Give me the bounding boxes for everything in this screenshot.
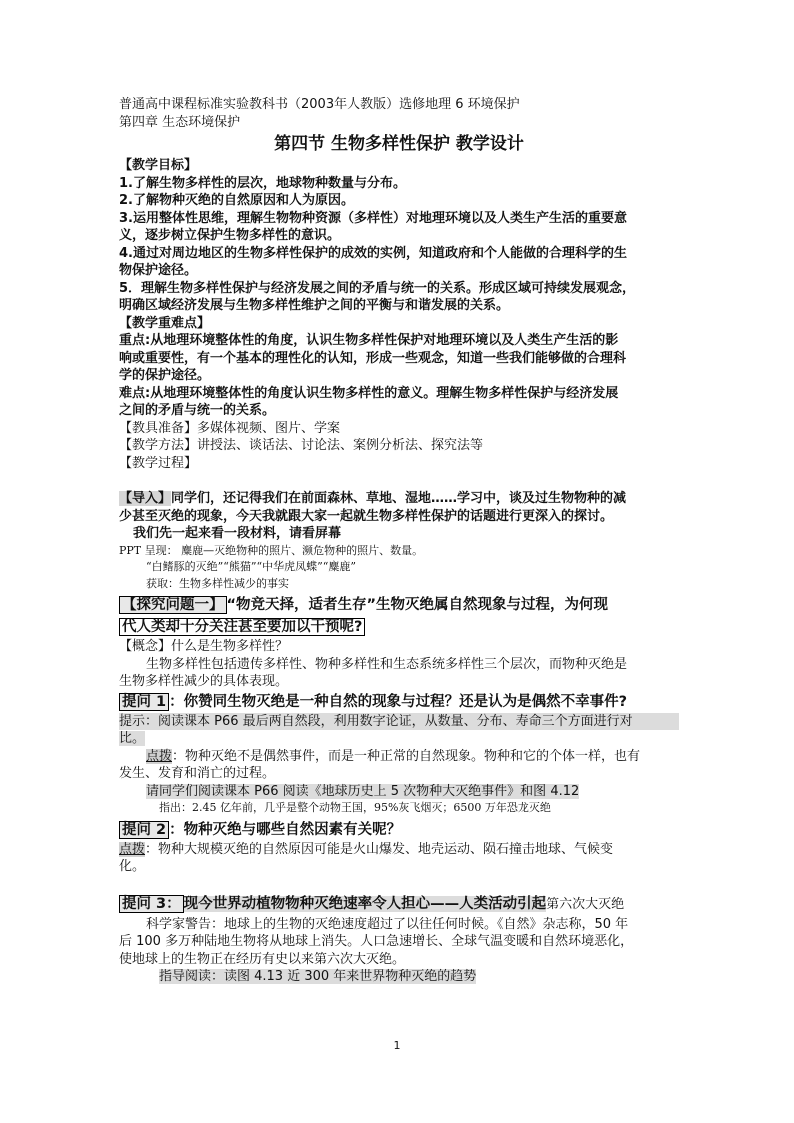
teaching-methods: 【教学方法】讲授法、谈话法、讨论法、案例分析法、探究法等 [119,438,484,453]
explore-question-1 [119,594,679,616]
explore-text-2: 代人类却十分关注甚至要加以干预呢? [119,618,365,636]
keypoints-label: 【教学重难点】 [119,315,211,331]
hint-line-1: 提示：阅读课本 P66 最后两自然段，利用数字论证，从数量、分布、寿命三个方面进行对 [119,713,679,731]
question-1-text: ：你赞同生物灭绝是一种自然的现象与过程？还是认为是偶然不幸事件? [169,693,628,710]
concept-label: 【概念】什么是生物多样性？ [119,639,289,654]
goal-item-4-cont: 物保护途径。 [119,263,198,278]
keypoint-line-2: 响或重要性，有一个基本的理性化的认知，形成一些观念，知道一些我们能够做的合理科 [119,350,627,366]
goal-item-3-cont: 义，逐步树立保护生物多样性的意识。 [119,228,341,243]
teaching-prep: 【教具准备】多媒体视频、图片、学案 [119,420,341,436]
point-2-text: ：物种大规模灭绝的自然原因可能是火山爆发、地壳运动、陨石撞击地球、气候变 [145,841,614,857]
intro-line-1 [119,490,679,508]
keypoint-line-4: 难点:从地理环境整体性的角度认识生物多样性的意义。理解生物多样性保护与经济发展 [119,385,619,401]
goal-item-4: 4.通过对周边地区的生物多样性保护的成效的实例，知道政府和个人能做的合理科学的生 [119,245,627,261]
header-line-2: 第四章 生态环境保护 [119,114,241,130]
question-2-text: ：物种灭绝与哪些自然因素有关呢？ [169,821,402,838]
concept-line-1: 生物多样性包括遗传多样性、物种多样性和生态系统多样性三个层次，而物种灭绝是 [146,656,628,672]
q3-line-3: 使地球上的生物正在经历有史以来第六次大灭绝。 [119,951,406,967]
document-body [119,96,679,986]
page-title: 第四节 生物多样性保护 教学设计 [274,134,524,154]
keypoint-line-3: 学的保护途径。 [119,368,211,383]
point-2-line-2: 化。 [119,859,146,874]
q3-line-1: 科学家警告：地球上的生物的灭绝速度超过了以往任何时候。《自然》杂志称，50 年 [146,916,629,932]
reading-text: 请同学们阅读课本 P66 阅读《地球历史上 5 次物种大灭绝事件》和图 4.12 [146,783,580,799]
explore-tag: 【探究问题一】 [119,596,227,614]
point-1-line-2: 发生、发育和消亡的过程。 [119,766,276,781]
goal-item-5: 5．理解生物多样性保护与经济发展之间的矛盾与统一的关系。形成区域可持续发展观念， [119,280,636,296]
header-line-1: 普通高中课程标准实验教科书（2003年人教版）选修地理 6 环境保护 [119,97,520,112]
explore-text-1: “物竞天择，适者生存”生物灭绝属自然现象与过程，为何现 [226,597,609,613]
goal-item-2: 2.了解物种灭绝的自然原因和人为原因。 [119,193,354,208]
hint-line-2 [119,730,679,748]
question-1-tag: 提问 1 [119,693,169,711]
hint-line-2-text: 比。 [119,731,146,746]
q3-line-2: 后 100 多万种陆地生物将从地球上消失。人口急速增长、全球气温变暖和自然环境恶化， [119,934,634,949]
ppt-line-2: “白鳍豚的灭绝”“熊猫”“中华虎凤蝶”“麋鹿” [146,560,356,573]
concept-line-2: 生物多样性减少的具体表现。 [119,674,289,689]
question-3-tag: 提问 3： [119,895,184,913]
ppt-line-3: 获取：生物多样性减少的事实 [146,576,289,590]
process-label: 【教学过程】 [119,455,198,471]
intro-line-3: 我们先一起来看一段材料，请看屏幕 [133,526,342,541]
point-1-text: ：物种灭绝不是偶然事件，而是一种正常的自然现象。物种和它的个体一样，也有 [172,748,641,764]
intro-line-2: 少甚至灭绝的现象，今天我就跟大家一起就生物多样性保护的话题进行更深入的探讨。 [119,508,614,524]
goals-label: 【教学目标】 [119,158,198,173]
ppt-line-1: PPT 呈现： 麋鹿—灭绝物种的照片、濒危物种的照片、数量。 [119,543,424,557]
goal-item-5-cont: 明确区域经济发展与生物多样性维护之间的平衡与和谐发展的关系。 [119,298,510,313]
point-1-tag: 点拨 [146,748,173,764]
intro-text-1: 同学们，还记得我们在前面森林、草地、湿地……学习中，谈及过生物物种的减 [171,491,627,506]
goal-item-3: 3.运用整体性思维，理解生物物种资源（多样性）对地理环境以及人类生产生活的重要意 [119,210,627,226]
keypoint-line-5: 之间的矛盾与统一的关系。 [119,403,276,418]
question-3-text: 现今世界动植物物种灭绝速率令人担心——人类活动引起 [183,895,547,912]
point-1-line-1 [119,748,679,766]
guide-text: 指导阅读：读图 4.13 近 300 年来世界物种灭绝的趋势 [159,969,477,984]
goal-item-1: 1.了解生物多样性的层次，地球物种数量与分布。 [119,175,406,191]
intro-tag: 【导入】 [119,491,172,506]
question-1 [119,691,679,713]
page-number: 1 [393,1039,401,1052]
extinction-note: 指出：2.45 亿年前，几乎是整个动物王国，95%灰飞烟灭；6500 万年恐龙灭绝 [159,801,551,814]
reading-line [119,783,679,801]
guide-line [119,968,679,986]
question-3 [119,893,679,916]
point-2-tag: 点拨 [119,841,146,857]
question-2-tag: 提问 2 [119,821,169,839]
question-3-tail: 第六次大灭绝 [546,896,625,912]
point-2-line-1 [119,841,679,859]
question-2 [119,819,679,841]
keypoint-line-1: 重点:从地理环境整体性的角度，认识生物多样性保护对地理环境以及人类生产生活的影 [119,333,619,348]
explore-question-1-cont [119,616,679,638]
